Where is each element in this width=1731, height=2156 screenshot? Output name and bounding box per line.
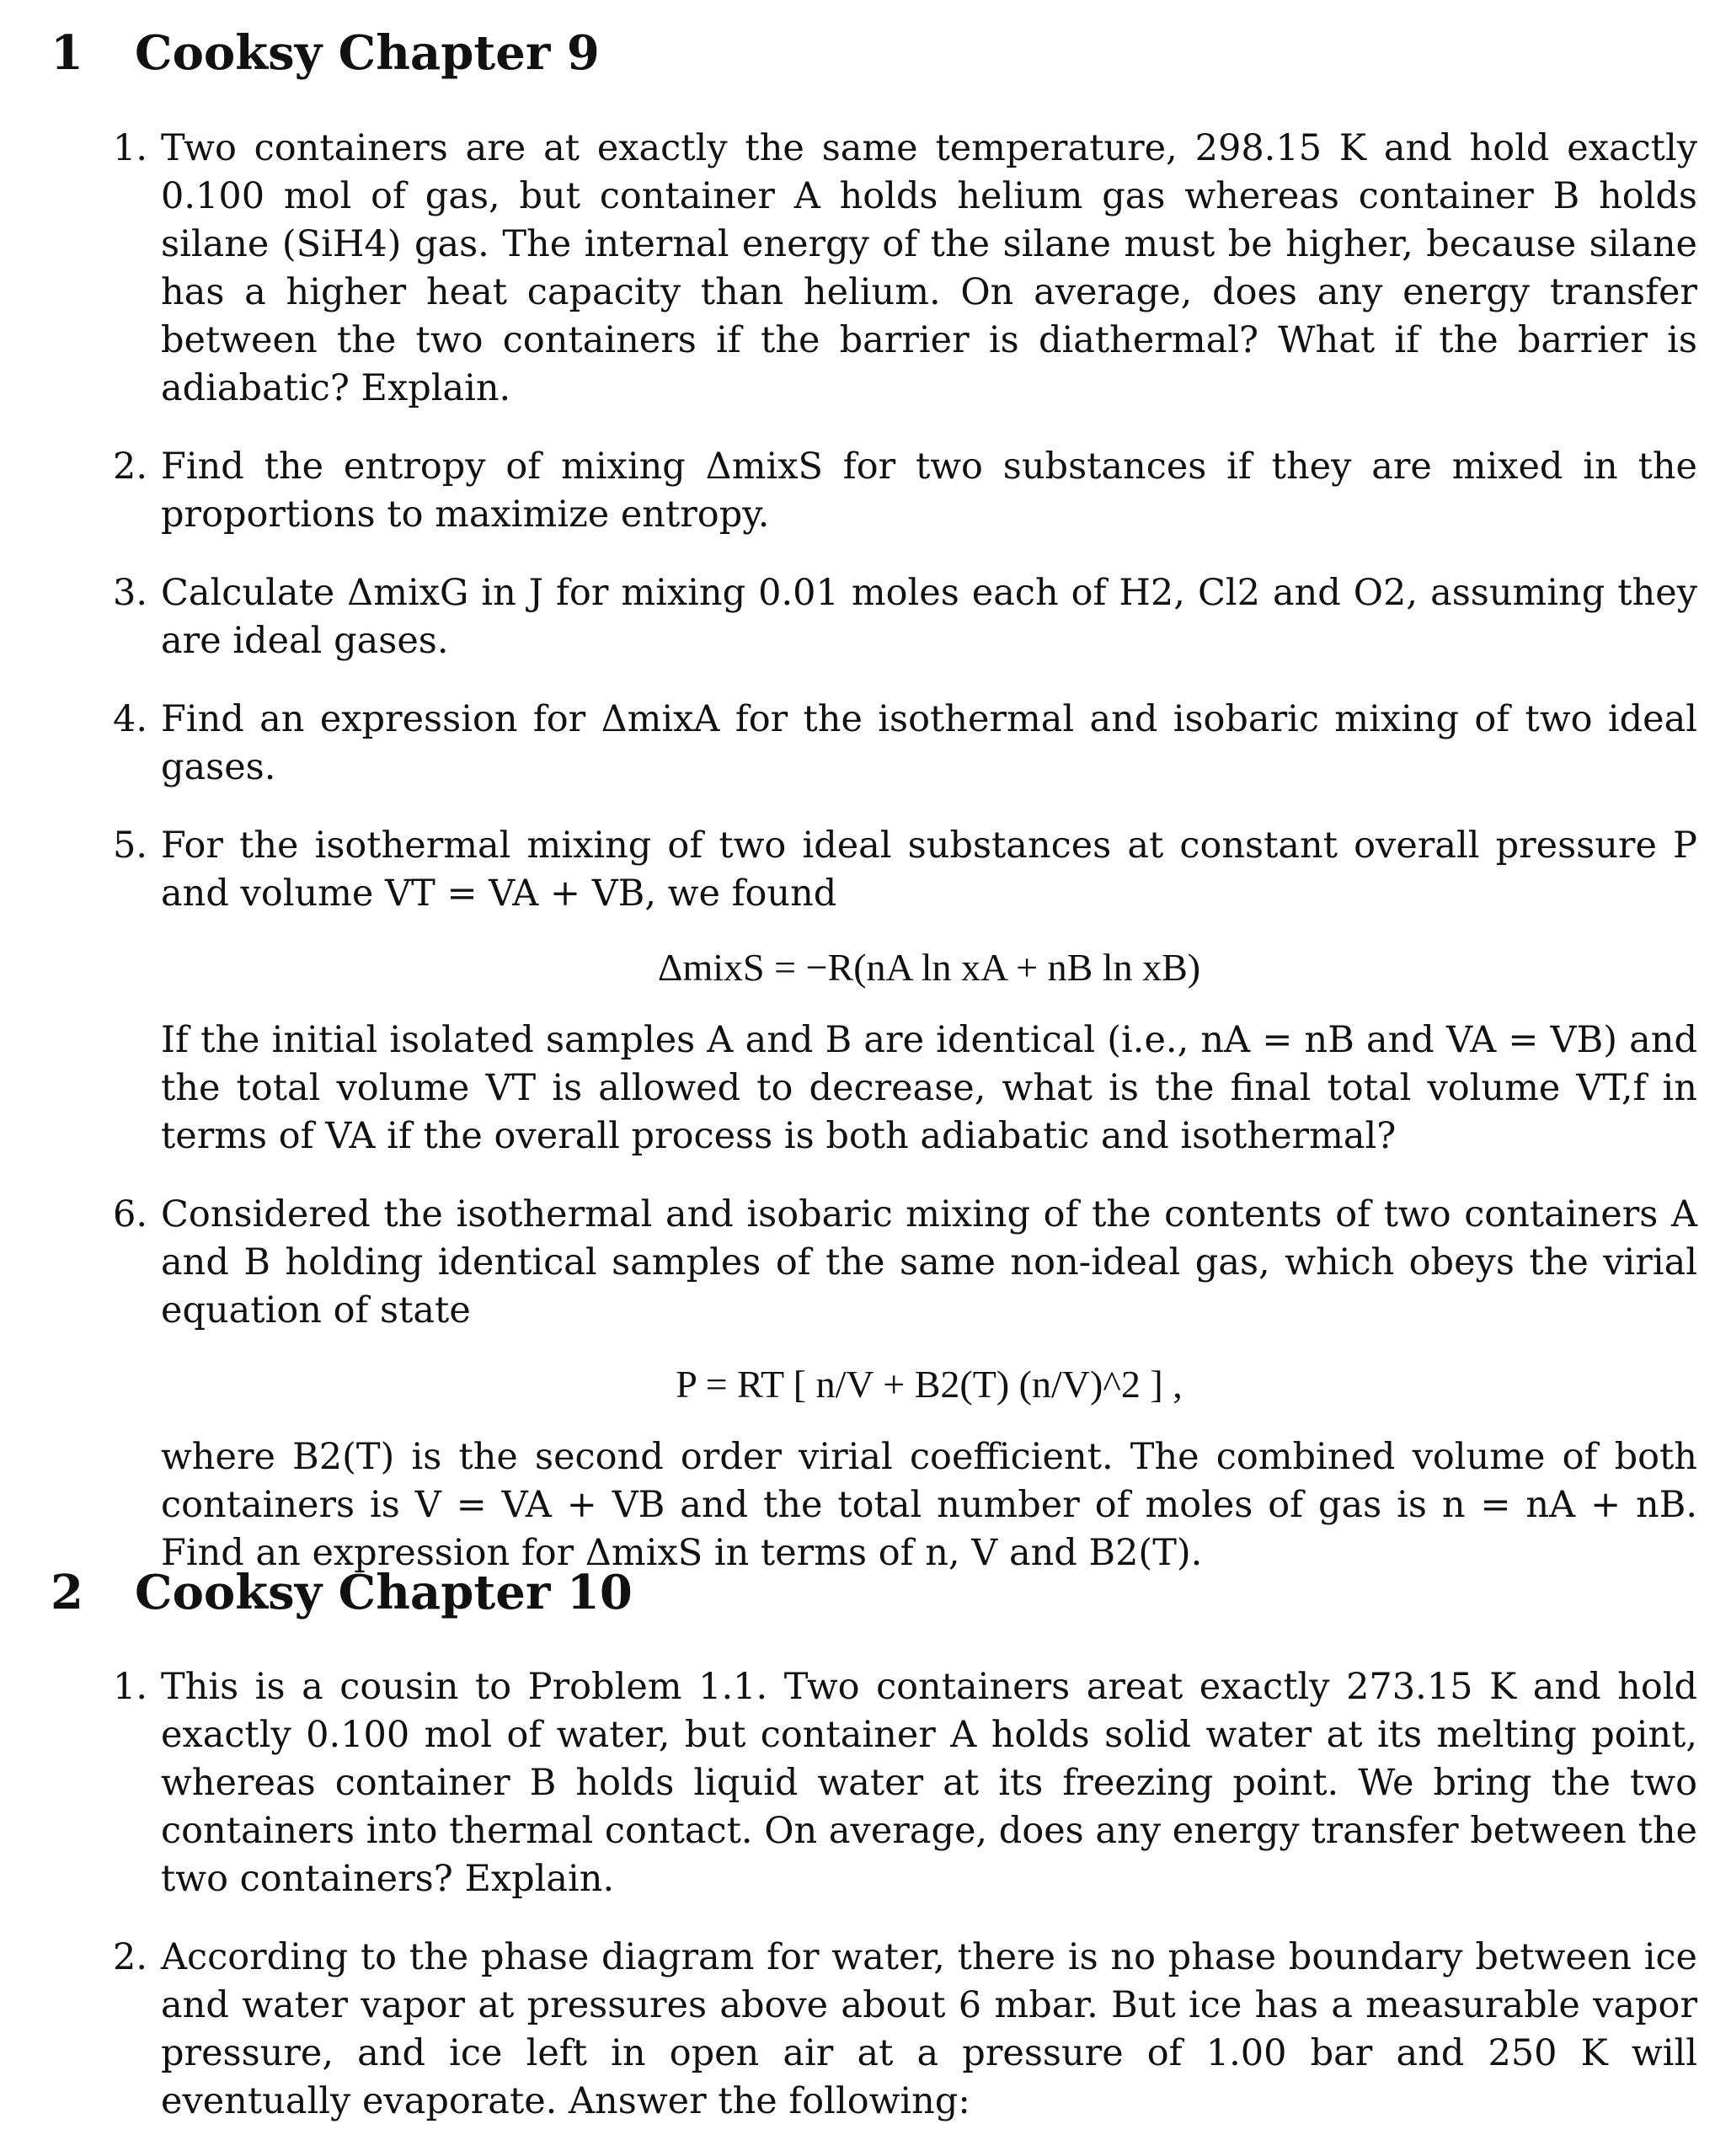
item-text: Considered the isothermal and isobaric mixing of the contents of two containers A and B holding identical samples of the same non-ideal gas, which obeys the virial equation of state — [161, 1193, 1697, 1331]
section-heading — [51, 1565, 1702, 1620]
item-text-after: If the initial isolated samples A and B are identical (i.e., nA = nB and VA = VB) and the total volume VT is allowed to decrease, what is the final total volume VT,f in terms of VA if the overall process is both adiabatic and isothermal? — [161, 1019, 1697, 1157]
item-text: Find the entropy of mixing ΔmixS for two substances if they are mixed in the proportions to maximize entropy. — [161, 446, 1697, 536]
list-item — [97, 569, 1697, 665]
item-number: 3. — [112, 572, 147, 614]
item-text: For the isothermal mixing of two ideal substances at constant overall pressure P and volume VT = VA + VB, we found — [161, 825, 1697, 915]
list-item — [97, 1934, 1697, 2126]
section-title: Cooksy Chapter 10 — [135, 1565, 633, 1620]
item-text: Two containers are at exactly the same temperature, 298.15 K and hold exactly 0.100 mol of gas, but container A holds helium gas whereas container B holds silane (SiH4) gas. The internal energy of the silane must be higher, because silane has a higher heat capacity than helium. On average, does any energy transfer between the two containers if the barrier is diathermal? What if the barrier is adiabatic? Explain. — [161, 127, 1697, 409]
list-item — [97, 1191, 1697, 1577]
item-text: This is a cousin to Problem 1.1. Two containers areat exactly 273.15 K and hold exactly 0.100 mol of water, but container A holds solid water at its melting point, whereas container B holds liquid water at its freezing point. We bring the two containers into thermal contact. On average, does any energy transfer between the two containers? Explain. — [161, 1666, 1697, 1900]
item-text: Find an expression for ΔmixA for the isothermal and isobaric mixing of two ideal gases. — [161, 698, 1697, 788]
section-heading — [51, 25, 1702, 81]
section-number: 1 — [51, 25, 83, 81]
item-number: 1. — [112, 1666, 147, 1708]
list-item — [97, 125, 1697, 413]
list-item — [97, 443, 1697, 539]
list-item — [97, 822, 1697, 1161]
list-item — [97, 696, 1697, 792]
item-text: Calculate ΔmixG in J for mixing 0.01 moles each of H2, Cl2 and O2, assuming they are ideal gases. — [161, 572, 1697, 662]
list-item — [97, 1663, 1697, 1903]
item-number: 4. — [112, 698, 147, 740]
section-1-items — [97, 125, 1697, 1608]
item-number: 5. — [112, 825, 147, 867]
section-title: Cooksy Chapter 9 — [135, 25, 600, 81]
section-number: 2 — [51, 1565, 83, 1620]
equation-entropy-mixing: ΔmixS = −R(nA ln xA + nB ln xB) — [657, 946, 1201, 989]
item-text-after: where B2(T) is the second order virial coefficient. The combined volume of both containers is V = VA + VB and the total number of moles of gas is n = nA + nB. Find an expression for ΔmixS in terms of n, V and B2(T). — [161, 1436, 1697, 1574]
section-1 — [51, 25, 1702, 81]
section-2-items — [97, 1663, 1697, 2156]
item-text: According to the phase diagram for water, there is no phase boundary between ice and water vapor at pressures above about 6 mbar. But ice has a measurable vapor pressure, and ice left in open air at a pressure of 1.00 bar and 250 K will eventually evaporate. Answer the following: — [161, 1936, 1697, 2122]
equation-virial: P = RT [ n/V + B2(T) (n/V)^2 ] , — [676, 1363, 1183, 1406]
item-number: 2. — [112, 1936, 147, 1978]
item-number: 6. — [112, 1193, 147, 1235]
item-number: 1. — [112, 127, 147, 169]
section-2 — [51, 1565, 1702, 1620]
item-number: 2. — [112, 446, 147, 488]
